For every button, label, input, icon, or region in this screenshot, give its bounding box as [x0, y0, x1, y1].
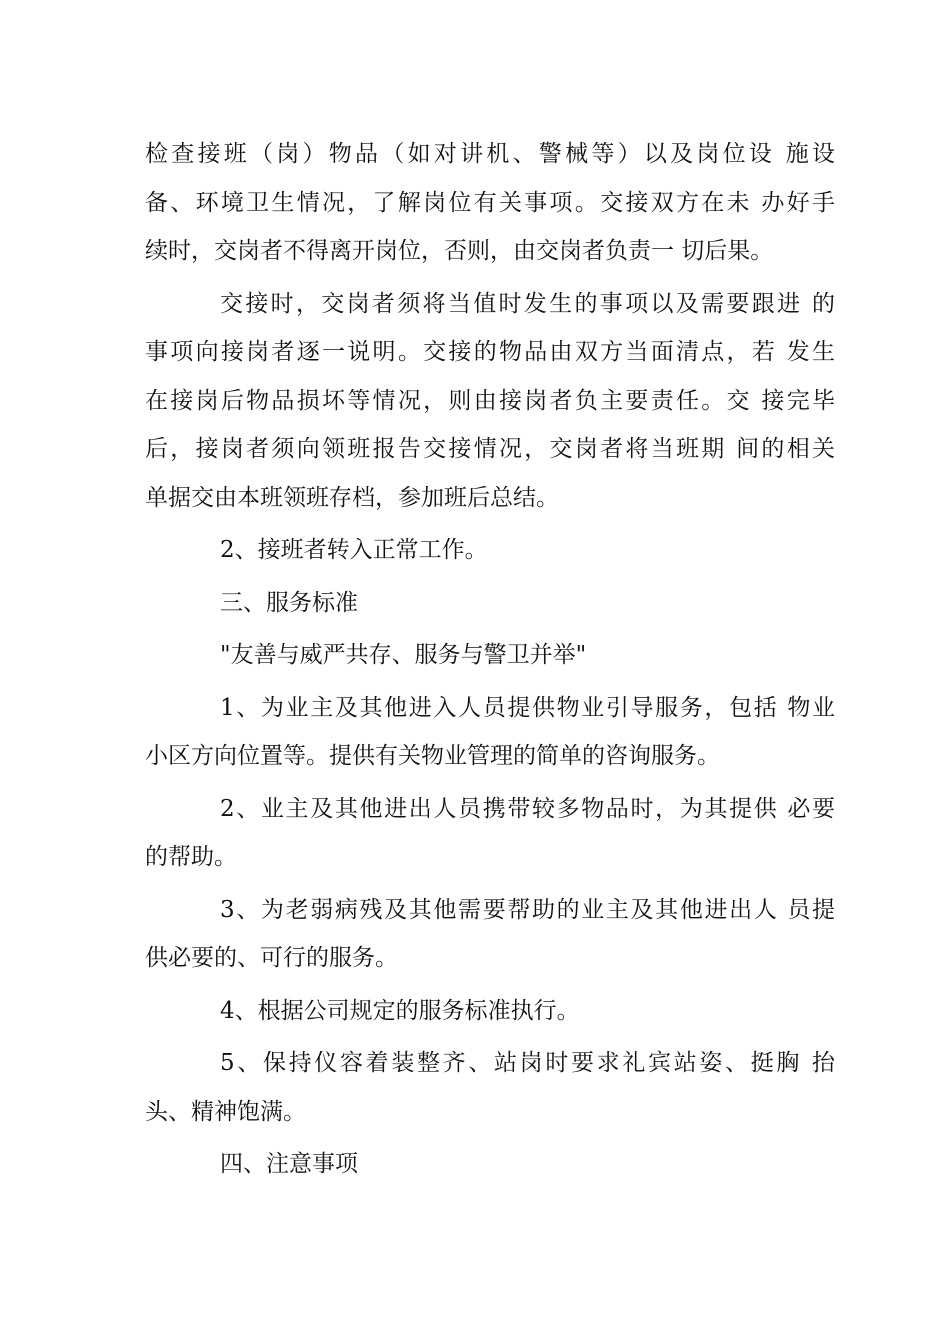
text-line: 4、根据公司规定的服务标准执行。 — [220, 997, 580, 1024]
section-heading: 三、服务标准 — [220, 589, 358, 616]
text-line: 3、为老弱病残及其他需要帮助的业主及其他进出人 员提 — [220, 896, 835, 923]
text-line: 交接时，交岗者须将当值时发生的事项以及需要跟进 的 — [220, 290, 835, 317]
service-motto: "友善与威严共存、服务与警卫并举" — [220, 642, 587, 668]
text-line: 检查接班（岗）物品（如对讲机、警械等）以及岗位设 施设 — [145, 141, 835, 167]
text-line: 2、接班者转入正常工作。 — [220, 537, 488, 563]
text-line: 头、精神饱满。 — [145, 1098, 306, 1125]
text-line: 事项向接岗者逐一说明。交接的物品由双方当面清点，若 发生 — [145, 339, 835, 365]
text-line: 单据交由本班领班存档，参加班后总结。 — [145, 484, 559, 511]
text-line: 小区方向位置等。提供有关物业管理的简单的咨询服务。 — [145, 743, 720, 769]
text-line: 在接岗后物品损坏等情况，则由接岗者负主要责任。交 接完毕 — [145, 387, 835, 414]
text-line: 备、环境卫生情况，了解岗位有关事项。交接双方在未 办好手 — [145, 189, 835, 216]
text-line: 5、保持仪容着装整齐、站岗时要求礼宾站姿、挺胸 抬 — [220, 1050, 835, 1076]
text-line: 续时，交岗者不得离开岗位，否则，由交岗者负责一 切后果。 — [145, 238, 774, 264]
text-line: 后，接岗者须向领班报告交接情况，交岗者将当班期 间的相关 — [145, 436, 835, 462]
text-line: 供必要的、可行的服务。 — [145, 945, 398, 971]
document-body — [145, 130, 835, 1189]
section-heading: 四、注意事项 — [220, 1151, 358, 1177]
text-line: 的帮助。 — [145, 844, 237, 870]
text-line: 1、为业主及其他进入人员提供物业引导服务，包括 物业 — [220, 694, 835, 721]
text-line: 2、业主及其他进出人员携带较多物品时，为其提供 必要 — [220, 795, 835, 822]
